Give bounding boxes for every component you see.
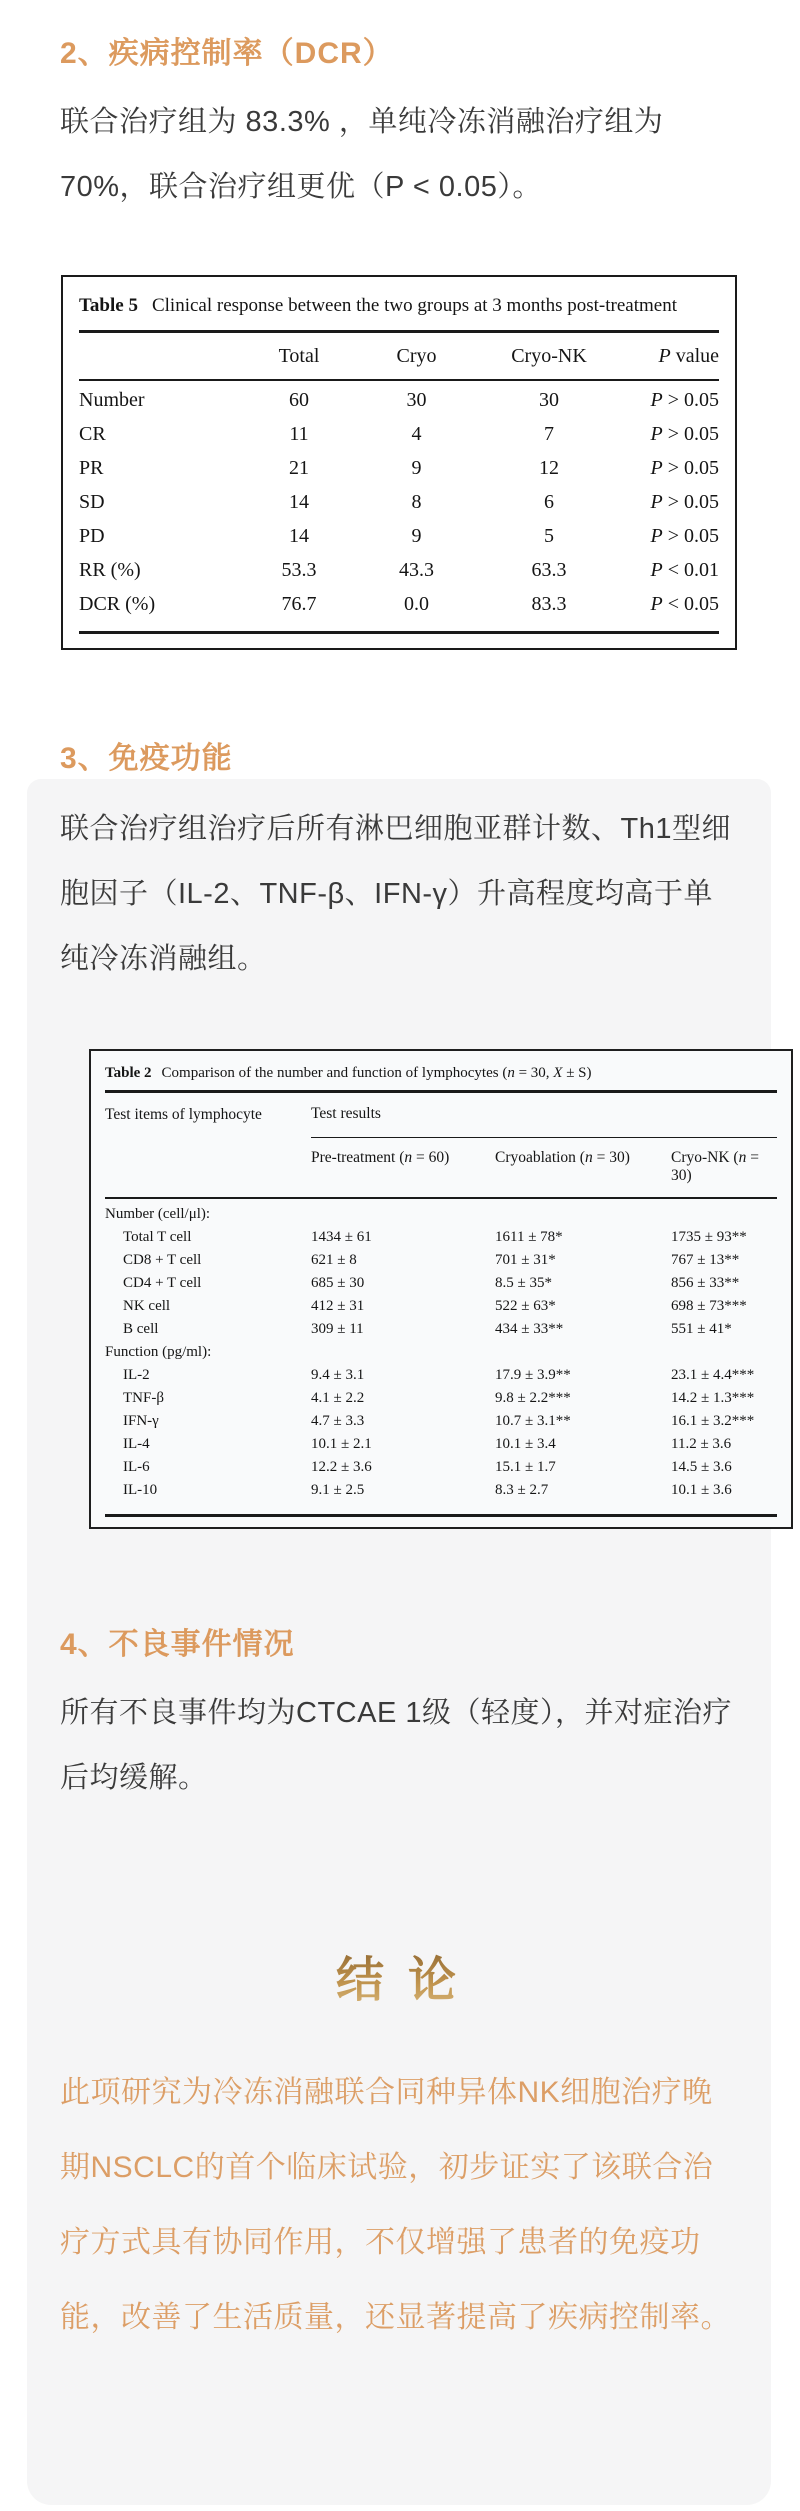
table-cell: 434 ± 33** <box>495 1321 564 1337</box>
table-cell: SD <box>79 490 105 513</box>
table-cell: 6 <box>544 490 554 513</box>
table-cell: 9.1 ± 2.5 <box>311 1482 365 1498</box>
table-cell: 76.7 <box>281 592 317 615</box>
table-cell: Cryoablation (n = 30) <box>495 1148 630 1166</box>
paragraph-adverse: 所有不良事件均为CTCAE 1级（轻度），并对症治疗后均缓解。 <box>60 1696 732 1794</box>
table-cell: 9 <box>411 456 422 479</box>
table-cell: PR <box>79 456 104 479</box>
table-cell: Number <box>79 388 145 411</box>
table-cell: 856 ± 33** <box>671 1275 740 1291</box>
table-cell: 43.3 <box>399 558 434 581</box>
table-row <box>105 1456 777 1479</box>
table-row <box>105 1272 777 1295</box>
table-cell: 14 <box>289 524 309 547</box>
section-heading-dcr: 2、疾病控制率（DCR） <box>60 37 394 70</box>
table-cell: 30 <box>539 388 559 411</box>
table-row <box>105 1387 777 1410</box>
table-cell: P > 0.05 <box>650 490 719 513</box>
table-cell: 8 <box>411 490 422 513</box>
table2 <box>89 1049 793 1529</box>
table-cell: Total <box>278 344 320 367</box>
table-row <box>105 1433 777 1456</box>
table-cell: 1735 ± 93** <box>671 1229 747 1245</box>
table-cell: RR (%) <box>79 558 141 581</box>
table-cell: 4.1 ± 2.2 <box>311 1390 365 1406</box>
table-cell: NK cell <box>123 1298 171 1314</box>
table-cell: 698 ± 73*** <box>671 1298 747 1314</box>
table5-caption-text: Clinical response between the two groups at 3 months post-treatment <box>151 295 677 316</box>
table-cell: IL-6 <box>123 1459 150 1475</box>
table-cell: 60 <box>289 388 309 411</box>
table-cell: 10.1 ± 3.6 <box>671 1482 732 1498</box>
table-cell: P value <box>658 344 719 367</box>
table-cell: P > 0.05 <box>650 388 719 411</box>
table-cell: 9 <box>411 524 422 547</box>
table-row <box>105 1203 777 1226</box>
table-cell: 15.1 ± 1.7 <box>495 1459 556 1475</box>
table-cell: 8.5 ± 35* <box>495 1275 552 1291</box>
table-cell: Test items of lymphocyte <box>105 1105 262 1123</box>
section-heading-immune: 3、免疫功能 <box>60 742 233 775</box>
table-row <box>105 1318 777 1341</box>
table-cell: IFN-γ <box>123 1413 159 1429</box>
table-cell: IL-10 <box>123 1482 158 1498</box>
table2-group-header-row <box>105 1093 777 1138</box>
table-cell: 17.9 ± 3.9** <box>495 1367 571 1383</box>
table-cell: 11.2 ± 3.6 <box>671 1436 732 1452</box>
table2-rule-bottom <box>105 1514 777 1517</box>
table-cell: P < 0.01 <box>650 558 719 581</box>
table-cell: 21 <box>289 456 309 479</box>
table-cell: 53.3 <box>281 558 317 581</box>
content-card <box>27 779 771 2505</box>
table-cell: 1434 ± 61 <box>311 1229 372 1245</box>
table-cell: TNF-β <box>123 1390 164 1406</box>
table-row <box>79 383 719 417</box>
table2-caption-label: Table 2 <box>105 1065 152 1081</box>
table-cell <box>105 1138 311 1197</box>
table-cell: 7 <box>544 422 554 445</box>
table-cell: 4.7 ± 3.3 <box>311 1413 365 1429</box>
table-cell: 11 <box>289 422 309 445</box>
table-cell: 23.1 ± 4.4*** <box>671 1367 755 1383</box>
conclusion-title: 结 论 <box>27 1951 771 2011</box>
table5-rule-bottom <box>79 631 719 634</box>
table5-header-row <box>79 333 719 379</box>
table-cell: P < 0.05 <box>650 592 719 615</box>
table-cell: Function (pg/ml): <box>105 1344 212 1360</box>
table-cell: CD4 + T cell <box>123 1275 202 1291</box>
table-cell: Pre-treatment (n = 60) <box>311 1148 450 1166</box>
table-row <box>79 587 719 621</box>
table-cell: 522 ± 63* <box>495 1298 556 1314</box>
table-row <box>105 1226 777 1249</box>
table-cell: Number (cell/μl): <box>105 1206 211 1222</box>
table-cell: 10.1 ± 3.4 <box>495 1436 556 1452</box>
table-cell: 83.3 <box>531 592 567 615</box>
table-cell: 9.8 ± 2.2*** <box>495 1390 571 1406</box>
table-cell: B cell <box>123 1321 159 1337</box>
table-cell: Cryo-NK <box>511 344 587 367</box>
table-cell: 5 <box>544 524 554 547</box>
table-cell: 30 <box>406 388 427 411</box>
paragraph-conclusion: 此项研究为冷冻消融联合同种异体NK细胞治疗晚期NSCLC的首个临床试验，初步证实了该联合治疗方式具有协同作用，不仅增强了患者的免疫功能，改善了生活质量，还显著提高了疾病控制率。 <box>60 2075 731 2334</box>
table-cell: 14 <box>289 490 309 513</box>
table-row <box>79 485 719 519</box>
table-cell: PD <box>79 524 105 547</box>
table-cell: Cryo <box>396 344 437 367</box>
table-cell: 701 ± 31* <box>495 1252 556 1268</box>
paragraph-immune: 联合治疗组治疗后所有淋巴细胞亚群计数、Th1型细胞因子（IL-2、TNF-β、IFN-γ）升高程度均高于单纯冷冻消融组。 <box>60 813 731 975</box>
table-cell: 1611 ± 78* <box>495 1229 563 1245</box>
table-row <box>105 1295 777 1318</box>
table-row <box>79 451 719 485</box>
table-cell: 12 <box>539 456 559 479</box>
table-cell: P > 0.05 <box>650 456 719 479</box>
table-cell: 10.7 ± 3.1** <box>495 1413 571 1429</box>
table-row <box>79 417 719 451</box>
table-cell: 767 ± 13** <box>671 1252 740 1268</box>
table-cell: CR <box>79 422 106 445</box>
table-cell: Test results <box>311 1093 777 1138</box>
table2-body <box>105 1199 777 1508</box>
table-cell: 14.5 ± 3.6 <box>671 1459 732 1475</box>
table-cell: 10.1 ± 2.1 <box>311 1436 372 1452</box>
table-row <box>105 1479 777 1502</box>
table-row <box>79 553 719 587</box>
table-cell: P > 0.05 <box>650 422 719 445</box>
table-cell: 9.4 ± 3.1 <box>311 1367 365 1383</box>
section-heading-adverse: 4、不良事件情况 <box>60 1627 295 1661</box>
table-cell: 16.1 ± 3.2*** <box>671 1413 755 1429</box>
table-cell: P > 0.05 <box>650 524 719 547</box>
table-cell: 12.2 ± 3.6 <box>311 1459 372 1475</box>
table-cell: CD8 + T cell <box>123 1252 202 1268</box>
table-cell: 551 ± 41* <box>671 1321 732 1337</box>
table-cell: 621 ± 8 <box>311 1252 357 1268</box>
table-cell: 8.3 ± 2.7 <box>495 1482 549 1498</box>
table-cell: DCR (%) <box>79 592 156 615</box>
table-row <box>105 1410 777 1433</box>
table-cell: Cryo-NK (n = 30) <box>671 1148 759 1184</box>
table-cell: Total T cell <box>123 1229 192 1245</box>
table5-caption-label: Table 5 <box>79 295 138 316</box>
table2-caption <box>105 1061 777 1085</box>
table-row <box>79 519 719 553</box>
table-cell: IL-4 <box>123 1436 150 1452</box>
table-cell: 14.2 ± 1.3*** <box>671 1390 755 1406</box>
table-cell: 685 ± 30 <box>311 1275 365 1291</box>
paragraph-dcr: 联合治疗组为 83.3% ，单纯冷冻消融治疗组为70%，联合治疗组更优（P < 0.05）。 <box>60 106 664 203</box>
table-row <box>105 1249 777 1272</box>
table-cell: 63.3 <box>531 558 567 581</box>
table-cell: 412 ± 31 <box>311 1298 365 1314</box>
table-row <box>105 1341 777 1364</box>
table2-caption-text: Comparison of the number and function of lymphocytes (n = 30, X ± S) <box>161 1065 592 1081</box>
table5-body <box>79 381 719 625</box>
table-cell: 0.0 <box>404 592 429 615</box>
table-cell: 4 <box>411 422 422 445</box>
table-row <box>105 1364 777 1387</box>
table-cell: IL-2 <box>123 1367 150 1383</box>
table5 <box>61 275 737 650</box>
table5-caption <box>79 291 719 321</box>
table-cell: 309 ± 11 <box>311 1321 364 1337</box>
table2-column-header-row <box>105 1138 777 1197</box>
